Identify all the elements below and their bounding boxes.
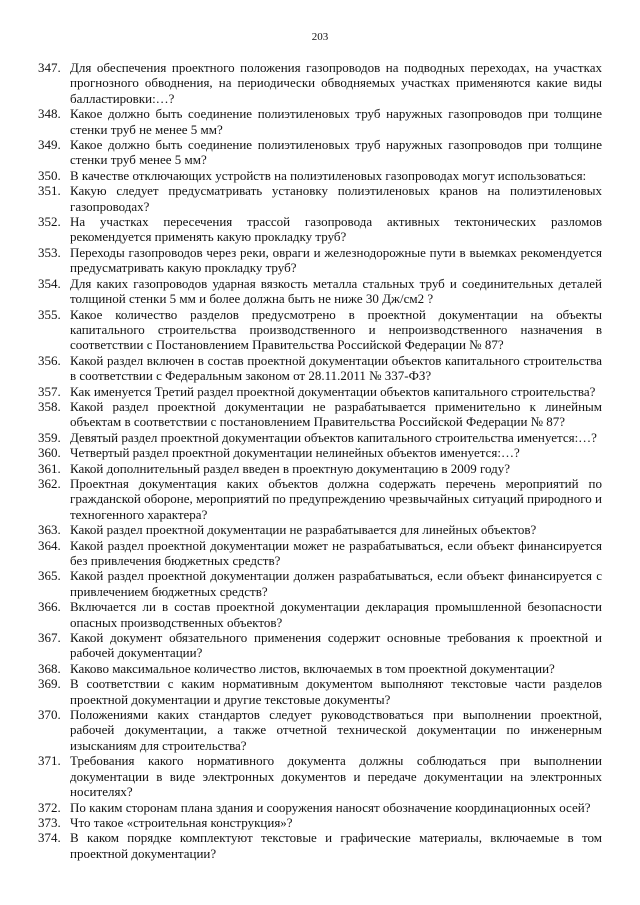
question-number: 360. <box>38 445 61 461</box>
question-text: На участках пересечения трассой газопровода активных тектонических разломов рекомендуется применять какую прокладку труб? <box>70 214 602 245</box>
question-number: 374. <box>38 830 61 846</box>
question-item <box>38 830 602 861</box>
question-number: 353. <box>38 244 61 260</box>
question-number: 359. <box>38 429 61 445</box>
question-number: 368. <box>38 660 61 676</box>
question-text: Требования какого нормативного документа должны соблюдаться при выполнении документации в виде электронных документов и передаче документации на электронных носителях? <box>70 753 602 800</box>
question-text: Какой раздел проектной документации не разрабатывается применительно к линейным объектам в соответствии с постановлением Правительства Российской Федерации № 87? <box>70 398 602 430</box>
question-number: 364. <box>38 537 61 553</box>
question-item <box>38 538 602 569</box>
question-number: 348. <box>38 106 61 122</box>
question-item <box>38 106 602 137</box>
question-text: Какой раздел проектной документации может не разрабатываться, если объект финансируется без привлечения бюджетных средств? <box>70 537 602 568</box>
question-item <box>38 183 602 214</box>
question-text: Что такое «строительная конструкция»? <box>70 814 293 830</box>
question-item <box>38 476 602 522</box>
question-text: Какой раздел включен в состав проектной документации объектов капитального строительства в соответствии с Федеральным законом от 28.11.2011 № 337-ФЗ? <box>70 352 602 384</box>
question-item <box>38 800 602 815</box>
question-item <box>38 599 602 630</box>
question-number: 361. <box>38 460 61 476</box>
question-list <box>38 60 602 861</box>
question-item <box>38 522 602 537</box>
question-item <box>38 815 602 830</box>
question-text: Каково максимальное количество листов, включаемых в том проектной документации? <box>70 660 555 676</box>
question-item <box>38 430 602 445</box>
question-item <box>38 568 602 599</box>
question-number: 355. <box>38 306 61 322</box>
question-text: В каком порядке комплектуют текстовые и графические материалы, включаемые в том проектной документации? <box>70 830 602 861</box>
question-text: Четвертый раздел проектной документации нелинейных объектов именуется:…? <box>70 445 520 461</box>
question-number: 366. <box>38 599 61 615</box>
question-item <box>38 384 602 399</box>
question-number: 354. <box>38 275 61 291</box>
question-text: В соответствии с каким нормативным документом выполняют текстовые части разделов проектной документации и другие текстовые документы? <box>70 676 602 707</box>
question-number: 367. <box>38 630 61 646</box>
question-text: Какое количество разделов предусмотрено в проектной документации на объекты капитального строительства производственного и непроизводственного назначения в соответствии с Постановлением Правительства Российской Федерации № 87? <box>70 306 602 353</box>
question-text: Какой дополнительный раздел введен в проектную документацию в 2009 году? <box>70 460 511 476</box>
question-text: Какое должно быть соединение полиэтиленовых труб наружных газопроводов при толщине стенки труб не менее 5 мм? <box>70 106 602 137</box>
question-text: Для обеспечения проектного положения газопроводов на подводных переходах, на участках прогнозного обводнения, на периодически обводняемых участках применяются какие виды балластировки:…? <box>70 60 602 106</box>
question-number: 365. <box>38 568 61 584</box>
question-number: 371. <box>38 753 61 769</box>
question-item <box>38 753 602 799</box>
question-number: 356. <box>38 352 61 368</box>
question-item <box>38 307 602 353</box>
question-text: Включается ли в состав проектной документации декларация промышленной безопасности опасных производственных объектов? <box>70 599 602 630</box>
question-item <box>38 137 602 168</box>
question-text: Переходы газопроводов через реки, овраги и железнодорожные пути в выемках рекомендуется предусматривать какую прокладку труб? <box>70 244 602 276</box>
question-text: Как именуется Третий раздел проектной документации объектов капитального строительства? <box>70 383 596 399</box>
question-item <box>38 707 602 753</box>
question-number: 370. <box>38 707 61 723</box>
question-text: Какой раздел проектной документации должен разрабатываться, если объект финансируется с привлечением бюджетных средств? <box>70 568 602 599</box>
question-item <box>38 168 602 183</box>
question-number: 362. <box>38 475 61 491</box>
page-number: 203 <box>311 31 329 43</box>
question-item <box>38 461 602 476</box>
question-text: Проектная документация каких объектов должна содержать перечень мероприятий по гражданской обороне, мероприятий по предупреждению чрезвычайных ситуаций природного и техногенного характера? <box>70 475 602 522</box>
question-text: По каким сторонам плана здания и сооружения наносят обозначение координационных осей? <box>70 799 591 815</box>
question-number: 373. <box>38 814 61 830</box>
question-number: 358. <box>38 398 61 414</box>
question-text: Какую следует предусматривать установку полиэтиленовых кранов на полиэтиленовых газопроводах? <box>70 183 602 214</box>
question-item <box>38 214 602 245</box>
question-item <box>38 276 602 307</box>
question-text: Какой документ обязательного применения содержит основные требования к проектной и рабочей документации? <box>70 630 602 661</box>
question-item <box>38 353 602 384</box>
question-text: Для каких газопроводов ударная вязкость металла стальных труб и соединительных деталей толщиной стенки 5 мм и более должна быть не ниже 30 Дж/см2 ? <box>70 275 602 307</box>
question-item <box>38 399 602 430</box>
question-number: 363. <box>38 522 61 538</box>
question-number: 350. <box>38 167 61 183</box>
question-number: 352. <box>38 214 61 230</box>
question-number: 369. <box>38 676 61 692</box>
question-number: 347. <box>38 60 61 75</box>
question-item <box>38 60 602 106</box>
question-item <box>38 245 602 276</box>
question-number: 357. <box>38 383 61 399</box>
question-item <box>38 676 602 707</box>
question-number: 349. <box>38 137 61 153</box>
question-number: 351. <box>38 183 61 199</box>
question-text: Какое должно быть соединение полиэтиленовых труб наружных газопроводов при толщине стенки труб менее 5 мм? <box>70 137 602 168</box>
question-text: Положениями каких стандартов следует руководствоваться при выполнении проектной, рабочей документации, а также отчетной технической документации по инженерным изысканиям для строительства? <box>70 707 602 753</box>
question-number: 372. <box>38 799 61 815</box>
question-item <box>38 630 602 661</box>
question-text: Какой раздел проектной документации не разрабатывается для линейных объектов? <box>70 522 537 538</box>
question-item <box>38 445 602 460</box>
question-text: В качестве отключающих устройств на полиэтиленовых газопроводах могут использоваться: <box>70 167 587 183</box>
question-text: Девятый раздел проектной документации объектов капитального строительства именуется:…? <box>70 429 597 445</box>
question-item <box>38 661 602 676</box>
